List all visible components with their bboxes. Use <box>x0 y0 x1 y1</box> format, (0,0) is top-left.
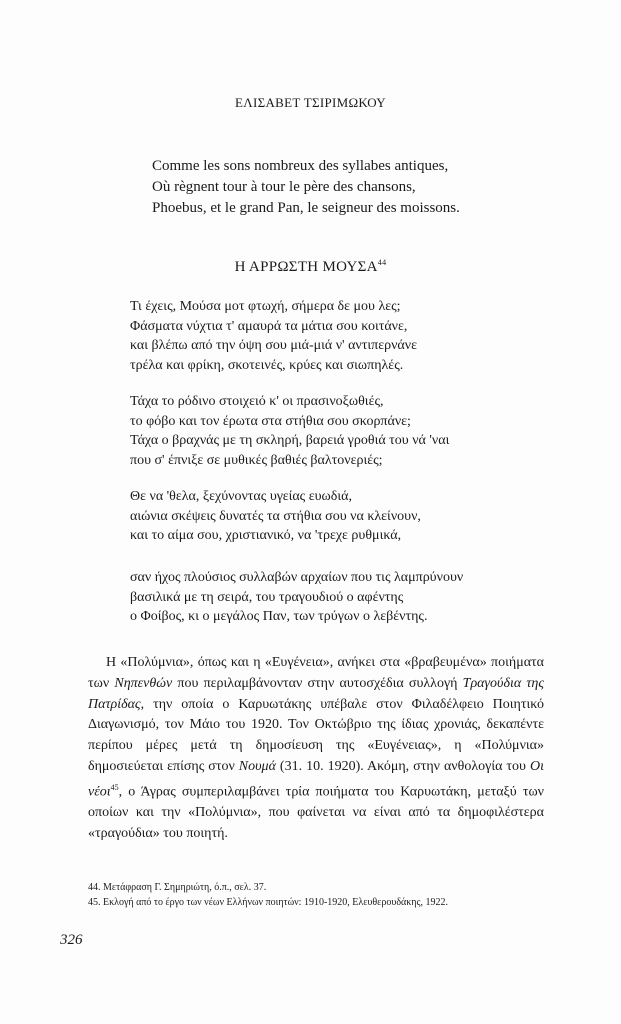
paragraph-text <box>88 653 544 845</box>
italic-title: Νουμά <box>238 758 276 774</box>
verse-line: τρέλα και φρίκη, σκοτεινές, κρύες και σιωπηλές. <box>130 357 404 373</box>
verse-line: Τάχα το ρόδινο στοιχειό κ' οι πρασινοξωθιές, <box>130 394 384 409</box>
poem-stanza-4 <box>130 568 463 627</box>
prose-text: , ο Άγρας συμπεριλαμβάνει τρία ποιήματα του Καρυωτάκη, μεταξύ των οποίων και την «Πολύμνια», που φαίνεται να είναι από τα δημοφιλέστερα «τραγούδια» του ποιητή. <box>88 784 544 842</box>
verse-line: αιώνια σκέψεις δυνατές τα στήθια σου να κλείνουν, <box>130 508 421 524</box>
french-epigraph <box>152 156 460 219</box>
verse-line: σαν ήχος πλούσιος συλλαβών αρχαίων που τις λαμπρύνουν <box>130 570 464 585</box>
italic-title: Τραγούδια της Πατρίδας <box>88 675 545 712</box>
verse-line: και το αίμα σου, χριστιανικό, να 'τρεχε ρυθμικά, <box>130 528 402 543</box>
footnote-ref-44: 44 <box>377 258 387 267</box>
commentary-paragraph <box>88 653 544 845</box>
verse-line: το φόβο και τον έρωτα στα στήθια σου σκορπάνε; <box>130 413 411 429</box>
epigraph-line: Où règnent tour à tour le père des chansons, <box>152 179 416 195</box>
verse-line: ο Φοίβος, κι ο μεγάλος Παν, των τρύγων ο λεβέντης. <box>130 609 428 624</box>
verse-line: Τι έχεις, Μούσα μοτ φτωχή, σήμερα δε μου λες; <box>130 299 401 314</box>
poem-stanza-3 <box>130 487 421 546</box>
italic-title: Οι νέοι <box>88 758 544 800</box>
verse-line: Τάχα ο βραχνάς με τη σκληρή, βαρειά γροθιά του νά 'ναι <box>130 433 450 448</box>
poem-title <box>0 258 621 276</box>
prose-text: (31. 10. 1920). Ακόμη, στην ανθολογία του <box>275 758 530 774</box>
footnote-45: 45. Εκλογή από το έργο των νέων Ελλήνων ποιητών: 1910-1920, Ελευθερουδάκης, 1922. <box>88 897 448 908</box>
verse-line: που σ' έπνιξε σε μυθικές βαθιές βαλτονεριές; <box>130 452 383 468</box>
poem-stanza-1 <box>130 297 417 375</box>
footnote-ref-45: 45 <box>110 782 119 792</box>
running-header: ΕΛΙΣΑΒΕΤ ΤΣΙΡΙΜΩΚΟΥ <box>235 95 386 110</box>
prose-text: Η «Πολύμνια», όπως και η «Ευγένεια», ανήκει στα «βραβευμένα» ποιήματα των <box>88 655 544 691</box>
verse-line: και βλέπω από την όψη σου μιά-μιά ν' αντιπερνάνε <box>130 338 417 353</box>
prose-text: που περιλαμβάνονταν στην αυτοσχέδια συλλογή <box>172 675 463 691</box>
italic-title: Νηπενθών <box>114 675 173 691</box>
prose-text: , την οποία ο Καρυωτάκης υπέβαλε στον Φιλαδέλφειο Ποιητικό Διαγωνισμό, τον Μάιο του 1920. Τον Οκτώβριο της ίδιας χρονιάς, δεκαπέντε περίπου μέρες μετά τη δημοσίευση της «Ευγένειας», η «Πολύμνια» δημοσιεύεται επίσης στον <box>88 696 544 774</box>
poem-title-text: Η ΑΡΡΩΣΤΗ ΜΟΥΣΑ <box>234 259 378 275</box>
footnotes <box>88 880 448 910</box>
footnote-44: 44. Μετάφραση Γ. Σημηριώτη, ό.π., σελ. 37. <box>88 882 267 893</box>
verse-line: βασιλικά με τη σειρά, του τραγουδιού ο αφέντης <box>130 589 404 605</box>
poem-stanza-2 <box>130 392 449 470</box>
page-number: 326 <box>60 932 83 948</box>
epigraph-line: Phoebus, et le grand Pan, le seigneur des moissons. <box>152 200 460 216</box>
verse-line: Θε να 'θελα, ξεχύνοντας υγείας ευωδιά, <box>130 489 352 504</box>
verse-line: Φάσματα νύχτια τ' αμαυρά τα μάτια σου κοιτάνε, <box>130 318 408 334</box>
epigraph-line: Comme les sons nombreux des syllabes antiques, <box>152 158 449 174</box>
